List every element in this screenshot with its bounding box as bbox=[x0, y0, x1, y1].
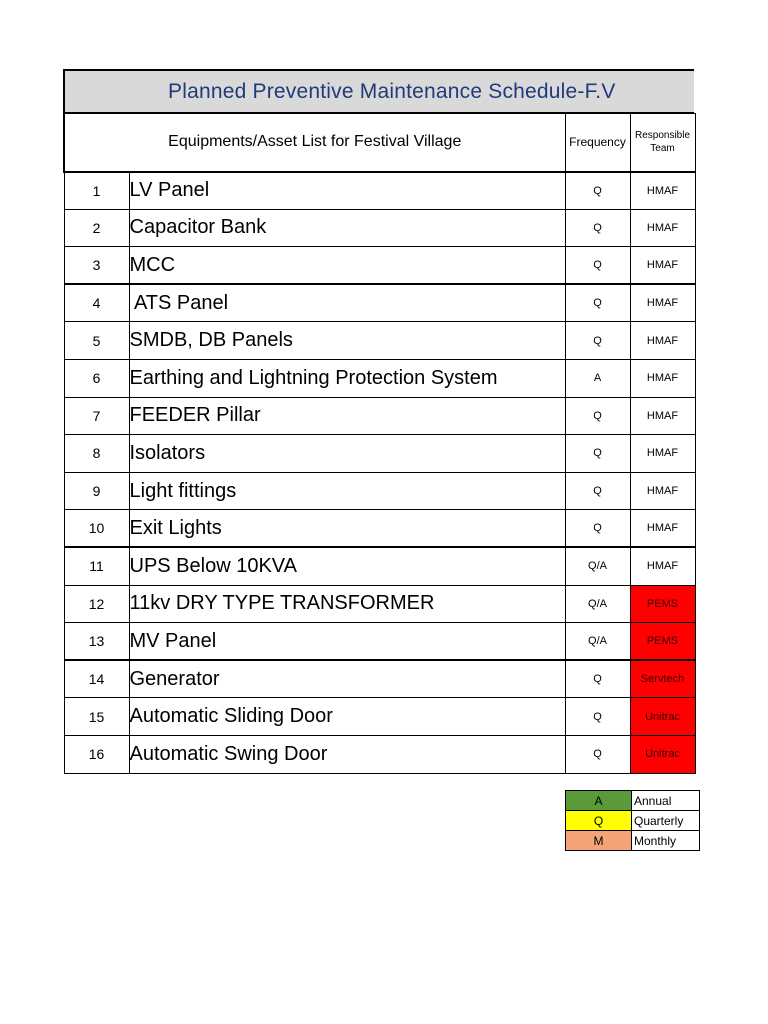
table-row bbox=[64, 397, 695, 435]
item-responsible-team: HMAF bbox=[630, 359, 695, 397]
table-row bbox=[64, 547, 695, 585]
item-number: 3 bbox=[64, 247, 129, 285]
table-row bbox=[64, 585, 695, 623]
item-responsible-team: HMAF bbox=[630, 284, 695, 322]
table-row bbox=[64, 172, 695, 210]
item-responsible-team: Unitrac bbox=[630, 735, 695, 773]
table-row bbox=[64, 510, 695, 548]
item-number: 6 bbox=[64, 359, 129, 397]
schedule-sheet bbox=[63, 69, 694, 774]
sheet-title: Planned Preventive Maintenance Schedule-F.V bbox=[63, 69, 694, 113]
item-frequency: Q bbox=[565, 209, 630, 247]
item-name: Exit Lights bbox=[129, 510, 565, 548]
schedule-rows bbox=[64, 172, 695, 774]
item-frequency: A bbox=[565, 359, 630, 397]
item-name: UPS Below 10KVA bbox=[129, 547, 565, 585]
legend-row bbox=[566, 791, 700, 811]
item-frequency: Q bbox=[565, 247, 630, 285]
item-name: FEEDER Pillar bbox=[129, 397, 565, 435]
item-responsible-team: HMAF bbox=[630, 209, 695, 247]
item-number: 2 bbox=[64, 209, 129, 247]
item-name: Generator bbox=[129, 660, 565, 698]
item-number: 8 bbox=[64, 435, 129, 473]
item-name: Automatic Swing Door bbox=[129, 735, 565, 773]
header-frequency: Frequency bbox=[565, 114, 630, 172]
table-row bbox=[64, 322, 695, 360]
legend-label: Monthly bbox=[632, 831, 700, 851]
item-frequency: Q bbox=[565, 660, 630, 698]
frequency-legend bbox=[565, 790, 700, 851]
item-number: 16 bbox=[64, 735, 129, 773]
item-name: SMDB, DB Panels bbox=[129, 322, 565, 360]
item-responsible-team: PEMS bbox=[630, 623, 695, 661]
item-responsible-team: Servtech bbox=[630, 660, 695, 698]
item-number: 9 bbox=[64, 472, 129, 510]
item-responsible-team: HMAF bbox=[630, 435, 695, 473]
item-frequency: Q bbox=[565, 435, 630, 473]
item-responsible-team: HMAF bbox=[630, 397, 695, 435]
item-responsible-team: HMAF bbox=[630, 172, 695, 210]
item-number: 13 bbox=[64, 623, 129, 661]
item-frequency: Q bbox=[565, 472, 630, 510]
item-number: 12 bbox=[64, 585, 129, 623]
item-name: MCC bbox=[129, 247, 565, 285]
legend-code: M bbox=[566, 831, 632, 851]
item-frequency: Q/A bbox=[565, 585, 630, 623]
header-asset-list: Equipments/Asset List for Festival Village bbox=[64, 114, 565, 172]
legend-label: Annual bbox=[632, 791, 700, 811]
item-number: 10 bbox=[64, 510, 129, 548]
item-frequency: Q bbox=[565, 322, 630, 360]
item-responsible-team: HMAF bbox=[630, 472, 695, 510]
item-number: 15 bbox=[64, 698, 129, 736]
item-frequency: Q bbox=[565, 735, 630, 773]
item-frequency: Q bbox=[565, 284, 630, 322]
table-row bbox=[64, 623, 695, 661]
table-row bbox=[64, 472, 695, 510]
item-number: 4 bbox=[64, 284, 129, 322]
item-frequency: Q bbox=[565, 510, 630, 548]
table-row bbox=[64, 660, 695, 698]
item-responsible-team: HMAF bbox=[630, 322, 695, 360]
item-frequency: Q/A bbox=[565, 547, 630, 585]
item-name: Earthing and Lightning Protection System bbox=[129, 359, 565, 397]
item-responsible-team: PEMS bbox=[630, 585, 695, 623]
table-row bbox=[64, 735, 695, 773]
item-name: Light fittings bbox=[129, 472, 565, 510]
item-frequency: Q/A bbox=[565, 623, 630, 661]
legend-code: A bbox=[566, 791, 632, 811]
table-row bbox=[64, 359, 695, 397]
item-number: 14 bbox=[64, 660, 129, 698]
table-row bbox=[64, 435, 695, 473]
header-responsible-team: Responsible Team bbox=[630, 114, 695, 172]
item-number: 7 bbox=[64, 397, 129, 435]
item-frequency: Q bbox=[565, 397, 630, 435]
item-number: 1 bbox=[64, 172, 129, 210]
table-row bbox=[64, 698, 695, 736]
legend-code: Q bbox=[566, 811, 632, 831]
table-row bbox=[64, 209, 695, 247]
legend-row bbox=[566, 811, 700, 831]
item-number: 5 bbox=[64, 322, 129, 360]
item-responsible-team: Unitrac bbox=[630, 698, 695, 736]
item-frequency: Q bbox=[565, 172, 630, 210]
item-name: LV Panel bbox=[129, 172, 565, 210]
table-row bbox=[64, 284, 695, 322]
legend-label: Quarterly bbox=[632, 811, 700, 831]
item-responsible-team: HMAF bbox=[630, 510, 695, 548]
item-name: Automatic Sliding Door bbox=[129, 698, 565, 736]
item-responsible-team: HMAF bbox=[630, 547, 695, 585]
header-row bbox=[64, 114, 695, 172]
item-name: Capacitor Bank bbox=[129, 209, 565, 247]
schedule-table bbox=[63, 113, 696, 774]
item-name: 11kv DRY TYPE TRANSFORMER bbox=[129, 585, 565, 623]
table-row bbox=[64, 247, 695, 285]
item-name: ATS Panel bbox=[129, 284, 565, 322]
item-number: 11 bbox=[64, 547, 129, 585]
legend-row bbox=[566, 831, 700, 851]
item-name: Isolators bbox=[129, 435, 565, 473]
item-frequency: Q bbox=[565, 698, 630, 736]
item-name: MV Panel bbox=[129, 623, 565, 661]
item-responsible-team: HMAF bbox=[630, 247, 695, 285]
